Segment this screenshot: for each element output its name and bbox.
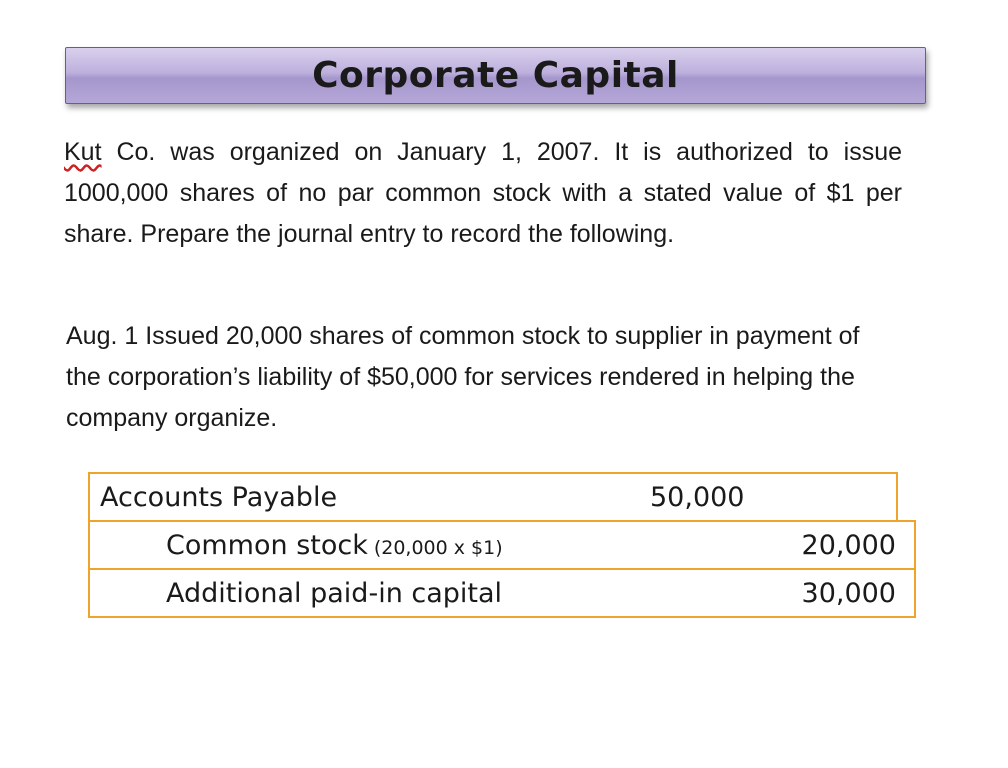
- credit-calculation-note: (20,000 x $1): [373, 537, 503, 559]
- credit-account-name: Common stock: [166, 530, 368, 561]
- credit-amount: 30,000: [801, 578, 896, 609]
- problem-text: Co. was organized on January 1, 2007. It is authorized to issue 1000,000 shares of no par common stock with a stated value of $1 per share. Prepare the journal entry to record the following.: [64, 138, 902, 248]
- debit-amount: 50,000: [650, 482, 745, 513]
- credit-amount: 20,000: [801, 530, 896, 561]
- credit-account: [166, 530, 503, 561]
- problem-paragraph: [64, 132, 902, 255]
- debit-account: Accounts Payable: [100, 482, 338, 513]
- journal-credit-row: [88, 568, 916, 618]
- credit-account: Additional paid-in capital: [166, 578, 503, 609]
- journal-credit-row: [88, 520, 916, 570]
- title-banner: [65, 47, 926, 104]
- company-name: Kut: [64, 138, 102, 166]
- journal-debit-row: [88, 472, 898, 522]
- page-title: Corporate Capital: [312, 55, 679, 96]
- transaction-paragraph: Aug. 1 Issued 20,000 shares of common stock to supplier in payment of the corporation’s liability of $50,000 for services rendered in helping the company organize.: [66, 322, 860, 432]
